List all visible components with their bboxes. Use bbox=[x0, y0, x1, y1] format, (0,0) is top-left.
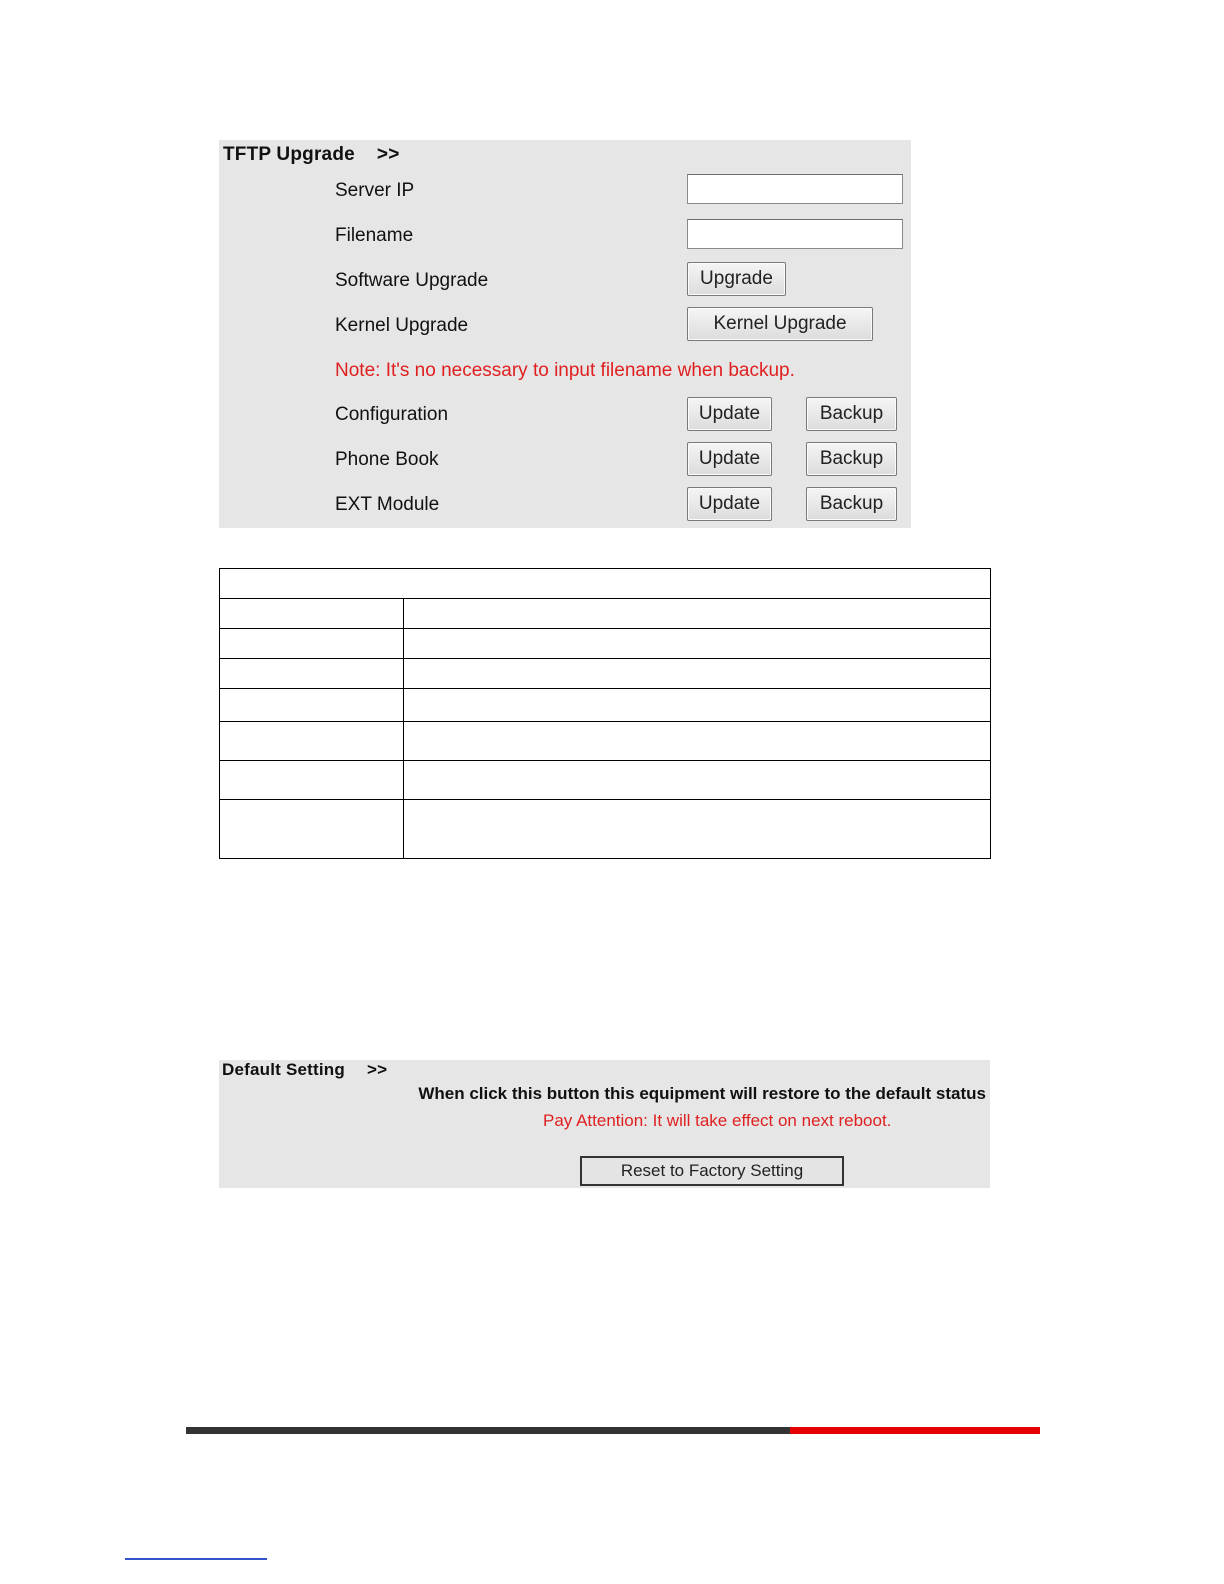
table-cell bbox=[220, 800, 404, 859]
ext-module-update-button[interactable]: Update bbox=[687, 487, 772, 521]
tftp-title-arrow: >> bbox=[376, 144, 400, 165]
filename-label: Filename bbox=[335, 225, 414, 246]
filename-input[interactable] bbox=[687, 219, 903, 249]
table-cell bbox=[220, 761, 404, 800]
table-cell bbox=[404, 722, 991, 761]
table-row bbox=[220, 599, 991, 629]
ext-module-label: EXT Module bbox=[335, 494, 440, 515]
table-row bbox=[220, 722, 991, 761]
phone-book-label: Phone Book bbox=[335, 449, 439, 470]
table-header-cell bbox=[220, 569, 991, 599]
table-cell bbox=[220, 629, 404, 659]
table-row bbox=[220, 761, 991, 800]
backup-note: Note: It's no necessary to input filename when backup. bbox=[335, 360, 795, 381]
tftp-upgrade-panel bbox=[219, 140, 911, 528]
footer-bar-red bbox=[790, 1427, 1040, 1434]
configuration-update-button[interactable]: Update bbox=[687, 397, 772, 431]
pay-attention-note: Pay Attention: It will take effect on next reboot. bbox=[543, 1111, 892, 1130]
table-row bbox=[220, 659, 991, 689]
upgrade-button[interactable]: Upgrade bbox=[687, 262, 786, 296]
table-cell bbox=[220, 659, 404, 689]
footer-bar-dark bbox=[186, 1427, 790, 1434]
table-cell bbox=[404, 800, 991, 859]
table-row bbox=[220, 800, 991, 859]
restore-description: When click this button this equipment will restore to the default status bbox=[418, 1084, 986, 1103]
default-title-text: Default Setting bbox=[222, 1060, 345, 1079]
table-header-row bbox=[220, 569, 991, 599]
configuration-label: Configuration bbox=[335, 404, 449, 425]
default-setting-title bbox=[222, 1060, 387, 1080]
table-cell bbox=[404, 659, 991, 689]
server-ip-label: Server IP bbox=[335, 180, 415, 201]
reset-factory-button[interactable]: Reset to Factory Setting bbox=[580, 1156, 844, 1186]
table-cell bbox=[404, 761, 991, 800]
table-cell bbox=[404, 689, 991, 722]
server-ip-input[interactable] bbox=[687, 174, 903, 204]
footer-link-underline bbox=[125, 1558, 267, 1560]
table-row bbox=[220, 629, 991, 659]
tftp-title-text: TFTP Upgrade bbox=[223, 144, 355, 165]
kernel-upgrade-label: Kernel Upgrade bbox=[335, 315, 469, 336]
default-setting-panel bbox=[219, 1060, 990, 1188]
table-row bbox=[220, 689, 991, 722]
phone-book-backup-button[interactable]: Backup bbox=[806, 442, 897, 476]
table-cell bbox=[220, 599, 404, 629]
table-cell bbox=[220, 689, 404, 722]
kernel-upgrade-button[interactable]: Kernel Upgrade bbox=[687, 307, 873, 341]
software-upgrade-label: Software Upgrade bbox=[335, 270, 489, 291]
tftp-upgrade-title bbox=[223, 144, 400, 166]
table-cell bbox=[220, 722, 404, 761]
ext-module-backup-button[interactable]: Backup bbox=[806, 487, 897, 521]
default-title-arrow: >> bbox=[366, 1060, 388, 1079]
parameter-table bbox=[219, 568, 991, 859]
table-cell bbox=[404, 599, 991, 629]
phone-book-update-button[interactable]: Update bbox=[687, 442, 772, 476]
table-cell bbox=[404, 629, 991, 659]
configuration-backup-button[interactable]: Backup bbox=[806, 397, 897, 431]
